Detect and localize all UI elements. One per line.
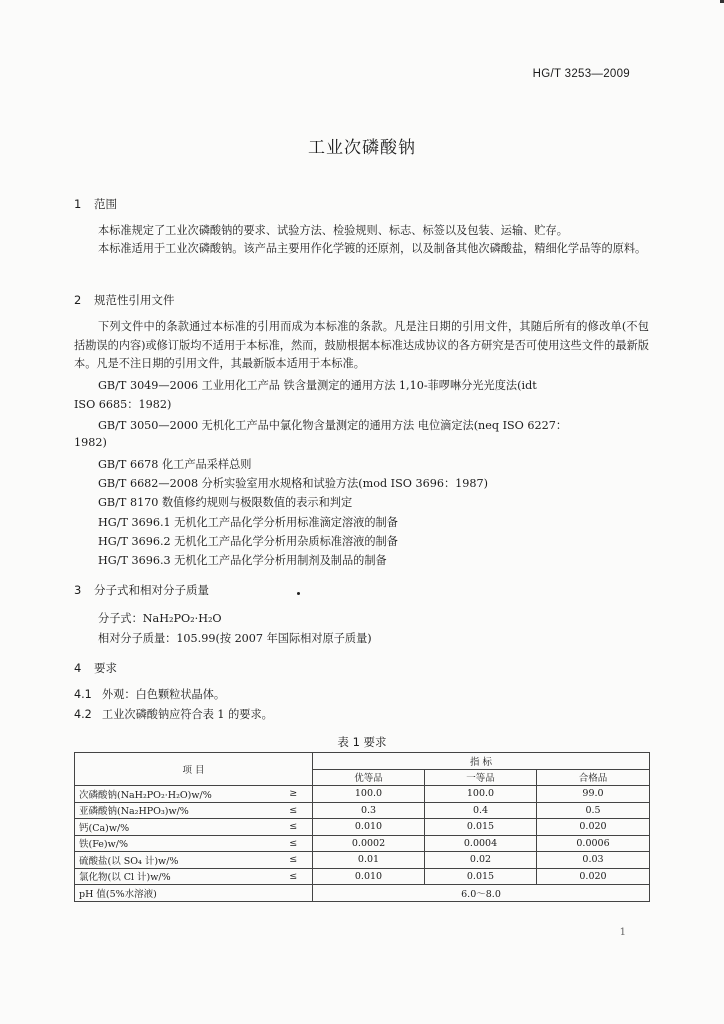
document-title: 工业次磷酸钠 bbox=[308, 138, 416, 158]
item-cell: 氯化物(以 Cl 计)w/% bbox=[75, 868, 275, 885]
grade-header: 优等品 bbox=[313, 769, 425, 786]
scan-edge-mark bbox=[720, 0, 724, 3]
operator-cell: ≤ bbox=[275, 802, 313, 819]
value-cell: 0.0006 bbox=[537, 835, 650, 852]
operator-cell: ≥ bbox=[275, 786, 313, 803]
value-cell: 0.015 bbox=[425, 868, 537, 885]
grade-header: 一等品 bbox=[425, 769, 537, 786]
section-title: 范围 bbox=[94, 197, 117, 211]
clause-4-2 bbox=[74, 706, 273, 722]
section-4-heading bbox=[74, 660, 117, 676]
table-row bbox=[75, 835, 650, 852]
value-cell: 0.020 bbox=[537, 868, 650, 885]
value-cell: 0.010 bbox=[313, 819, 425, 836]
operator-cell: ≤ bbox=[275, 852, 313, 869]
value-cell: 100.0 bbox=[425, 786, 537, 803]
value-cell: 0.01 bbox=[313, 852, 425, 869]
table-header-row bbox=[75, 753, 650, 770]
table-row bbox=[75, 852, 650, 869]
reference-line: HG/T 3696.3 无机化工产品化学分析用制剂及制品的制备 bbox=[98, 554, 387, 567]
operator-cell: ≤ bbox=[275, 868, 313, 885]
reference-line: 1982) bbox=[74, 436, 107, 449]
value-cell: 0.0002 bbox=[313, 835, 425, 852]
table-row bbox=[75, 786, 650, 803]
section-title: 分子式和相对分子质量 bbox=[94, 583, 209, 597]
section-1-paragraph-1: 本标准规定了工业次磷酸钠的要求、试验方法、检验规则、标志、标签以及包装、运输、贮存。 bbox=[98, 224, 568, 237]
value-cell: 0.0004 bbox=[425, 835, 537, 852]
reference-line: HG/T 3696.1 无机化工产品化学分析用标准滴定溶液的制备 bbox=[98, 516, 398, 529]
value-cell: 0.3 bbox=[313, 802, 425, 819]
table-caption: 表 1 要求 bbox=[337, 735, 387, 749]
section-title: 要求 bbox=[94, 661, 117, 675]
table-row-ph bbox=[75, 885, 650, 902]
item-cell: 钙(Ca)w/% bbox=[75, 819, 275, 836]
table-row bbox=[75, 819, 650, 836]
operator-cell: ≤ bbox=[275, 819, 313, 836]
section-1-heading bbox=[74, 196, 117, 212]
value-cell: 99.0 bbox=[537, 786, 650, 803]
value-cell: 6.0～8.0 bbox=[313, 885, 650, 902]
item-header: 项 目 bbox=[75, 753, 313, 786]
index-header: 指 标 bbox=[313, 753, 650, 770]
reference-line: GB/T 3049—2006 工业用化工产品 铁含量测定的通用方法 1,10-菲啰啉分光光度法(idt bbox=[98, 379, 537, 392]
reference-line: GB/T 8170 数值修约规则与极限数值的表示和判定 bbox=[98, 496, 353, 509]
section-number: 4 bbox=[74, 661, 82, 675]
item-cell: pH 值(5%水溶液) bbox=[75, 885, 313, 902]
value-cell: 0.4 bbox=[425, 802, 537, 819]
table-row bbox=[75, 802, 650, 819]
section-2-intro: 下列文件中的条款通过本标准的引用而成为本标准的条款。凡是注日期的引用文件，其随后所有的修改单(不包括勘误的内容)或修订版均不适用于本标准，然而，鼓励根据本标准达成协议的各方研究是否可使用这些文件的最新版本。凡是不注日期的引用文件，其最新版本适用于本标准。 bbox=[74, 320, 649, 370]
molecular-formula: 分子式：NaH₂PO₂·H₂O bbox=[98, 612, 222, 625]
standard-code: HG/T 3253—2009 bbox=[532, 68, 630, 80]
reference-line: HG/T 3696.2 无机化工产品化学分析用杂质标准溶液的制备 bbox=[98, 535, 398, 548]
reference-line: GB/T 6678 化工产品采样总则 bbox=[98, 458, 252, 471]
section-1-paragraph-2: 本标准适用于工业次磷酸钠。该产品主要用作化学镀的还原剂，以及制备其他次磷酸盐，精细化学品等的原料。 bbox=[98, 242, 647, 255]
grade-header: 合格品 bbox=[537, 769, 650, 786]
section-title: 规范性引用文件 bbox=[94, 293, 175, 307]
operator-cell: ≤ bbox=[275, 835, 313, 852]
reference-line: GB/T 6682—2008 分析实验室用水规格和试验方法(mod ISO 3696：1987) bbox=[98, 477, 488, 490]
molecular-mass: 相对分子质量：105.99(按 2007 年国际相对原子质量) bbox=[98, 632, 372, 645]
value-cell: 0.020 bbox=[537, 819, 650, 836]
item-cell: 硫酸盐(以 SO₄ 计)w/% bbox=[75, 852, 275, 869]
clause-number: 4.1 bbox=[74, 688, 92, 701]
section-number: 2 bbox=[74, 293, 82, 307]
section-number: 1 bbox=[74, 197, 82, 211]
clause-text: 工业次磷酸钠应符合表 1 的要求。 bbox=[102, 708, 273, 721]
item-cell: 亚磷酸钠(Na₂HPO₃)w/% bbox=[75, 802, 275, 819]
requirements-table bbox=[74, 752, 650, 902]
value-cell: 0.015 bbox=[425, 819, 537, 836]
section-3-heading bbox=[74, 582, 209, 598]
clause-number: 4.2 bbox=[74, 708, 92, 721]
page-number: 1 bbox=[619, 927, 626, 938]
item-cell: 铁(Fe)w/% bbox=[75, 835, 275, 852]
reference-line: GB/T 3050—2000 无机化工产品中氯化物含量测定的通用方法 电位滴定法(neq ISO 6227： bbox=[98, 419, 568, 432]
value-cell: 0.02 bbox=[425, 852, 537, 869]
clause-4-1 bbox=[74, 686, 225, 702]
value-cell: 0.03 bbox=[537, 852, 650, 869]
section-2-heading bbox=[74, 292, 175, 308]
value-cell: 0.5 bbox=[537, 802, 650, 819]
stray-dot bbox=[297, 592, 300, 595]
section-number: 3 bbox=[74, 583, 82, 597]
clause-text: 外观：白色颗粒状晶体。 bbox=[102, 688, 226, 701]
reference-line: ISO 6685：1982) bbox=[74, 398, 172, 411]
value-cell: 100.0 bbox=[313, 786, 425, 803]
item-cell: 次磷酸钠(NaH₂PO₂·H₂O)w/% bbox=[75, 786, 275, 803]
table-row bbox=[75, 868, 650, 885]
value-cell: 0.010 bbox=[313, 868, 425, 885]
